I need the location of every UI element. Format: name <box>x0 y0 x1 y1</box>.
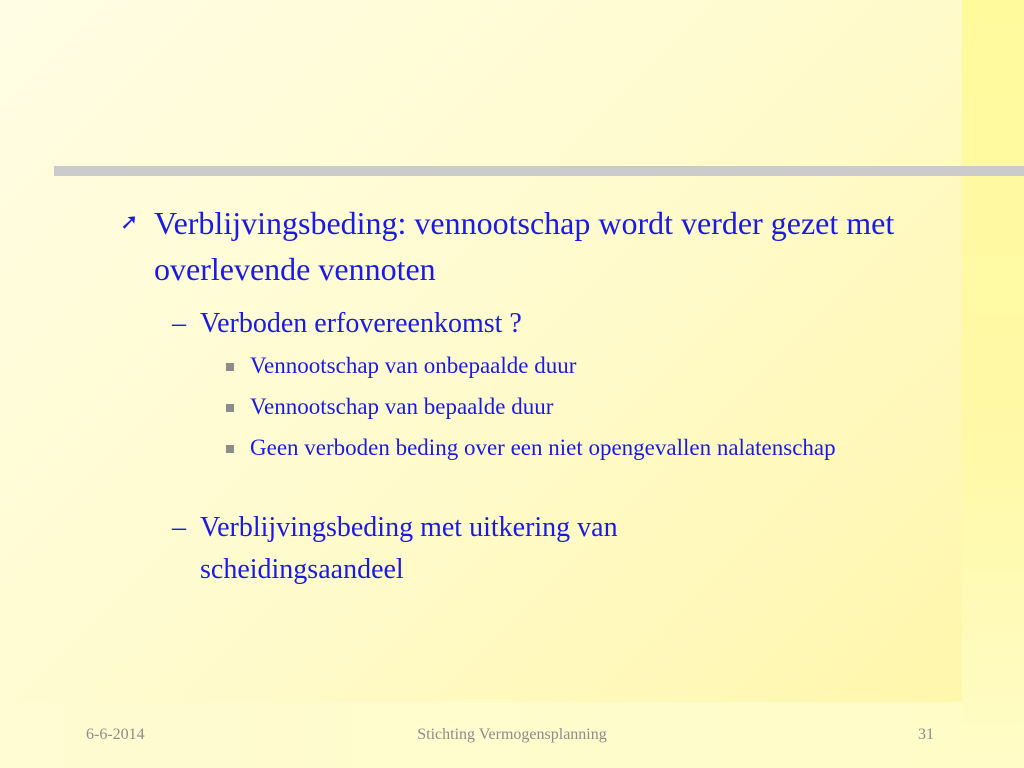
bullet-text: Verblijvingsbeding: vennootschap wordt verder gezet met overlevende vennoten <box>154 205 895 287</box>
bullet-level3 <box>226 391 866 423</box>
bullet-level3 <box>226 350 866 382</box>
bullet-text: Geen verboden beding over een niet opengevallen nalatenschap <box>250 435 836 460</box>
dash-bullet-icon: – <box>172 308 186 339</box>
square-bullet-icon <box>226 363 234 371</box>
bullet-level1 <box>120 200 920 292</box>
square-bullet-icon <box>226 445 234 453</box>
slide-number: 31 <box>918 726 934 743</box>
right-accent-band <box>962 0 1024 768</box>
square-bullet-icon <box>226 404 234 412</box>
title-divider <box>54 166 1024 176</box>
dash-bullet-icon: – <box>172 512 186 543</box>
footer-date: 6-6-2014 <box>86 726 145 743</box>
bullet-text: Verboden erfovereenkomst ? <box>200 308 522 339</box>
bullet-level2 <box>172 507 752 591</box>
bullet-text: Vennootschap van bepaalde duur <box>250 394 554 419</box>
footer-organization: Stichting Vermogensplanning <box>417 726 607 743</box>
bullet-text: Verblijvingsbeding met uitkering van scheidingsaandeel <box>200 512 618 585</box>
bullet-text: Vennootschap van onbepaalde duur <box>250 353 577 378</box>
bullet-level2 <box>172 303 872 345</box>
arrow-bullet-icon: ➚ <box>120 210 139 235</box>
bullet-level3 <box>226 432 846 464</box>
